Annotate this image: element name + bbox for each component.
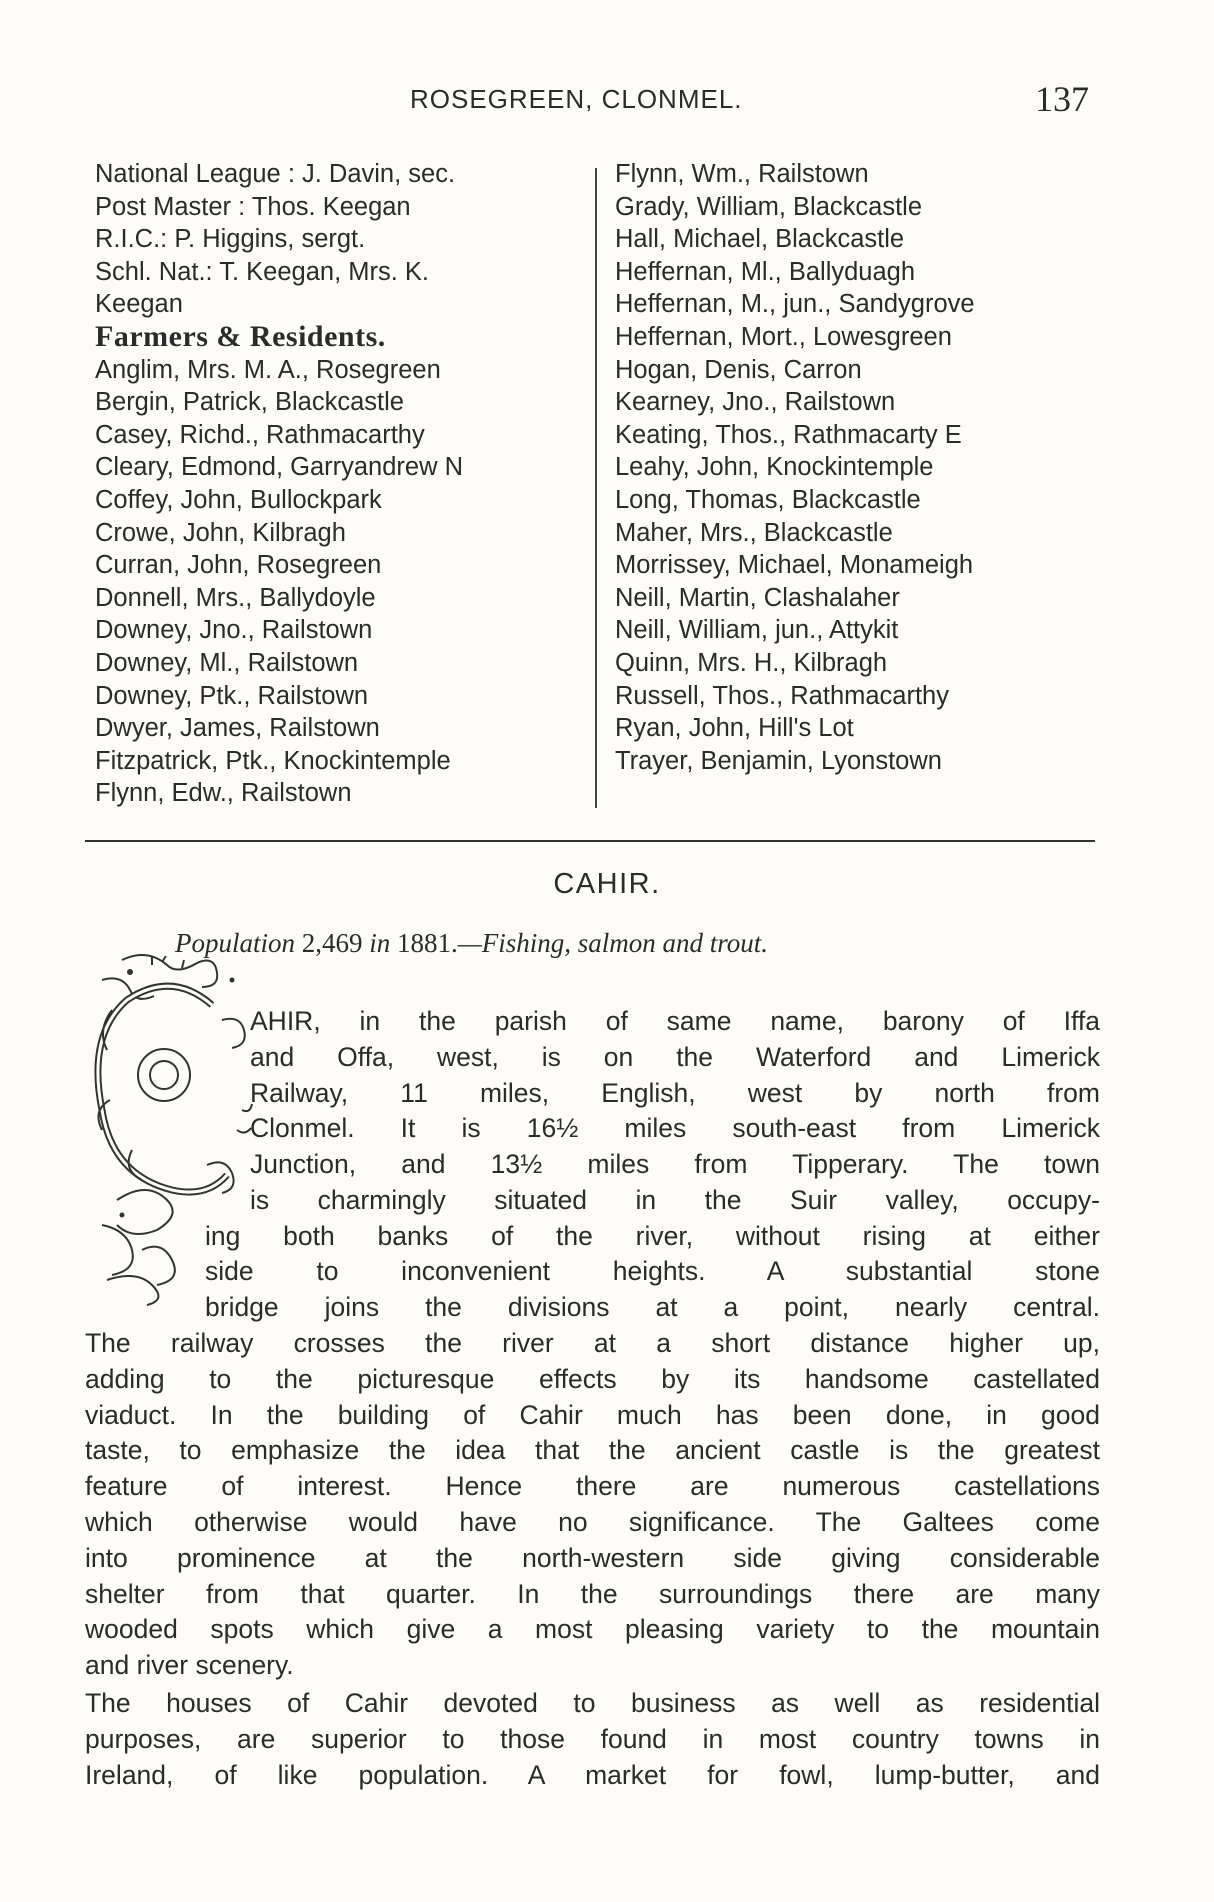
resident-entry: Trayer, Benjamin, Lyonstown bbox=[615, 746, 942, 775]
population-value: 2,469 bbox=[301, 928, 363, 958]
resident-entry: Donnell, Mrs., Ballydoyle bbox=[95, 583, 376, 612]
section-title: CAHIR. bbox=[553, 868, 661, 900]
resident-entry: Quinn, Mrs. H., Kilbragh bbox=[615, 648, 888, 677]
population-in: in bbox=[369, 928, 391, 958]
text-line: AHIR, in the parish of same name, barony of Iffa bbox=[250, 1006, 1100, 1036]
text-line: side to inconvenient heights. A substantial stone bbox=[205, 1256, 1100, 1287]
resident-entry: Curran, John, Rosegreen bbox=[95, 551, 382, 580]
page-number: 137 bbox=[1035, 79, 1089, 119]
text-line: ing both banks of the river, without rising at either bbox=[205, 1220, 1100, 1251]
resident-entry: Hogan, Denis, Carron bbox=[615, 355, 862, 384]
official-entry: R.I.C.: P. Higgins, sergt. bbox=[95, 225, 366, 254]
resident-entry: Downey, Ml., Railstown bbox=[95, 648, 359, 677]
text-line: shelter from that quarter. In the surroundings there are many bbox=[85, 1578, 1100, 1609]
resident-entry: Morrissey, Michael, Monameigh bbox=[615, 551, 974, 580]
resident-entry: Bergin, Patrick, Blackcastle bbox=[95, 388, 404, 417]
cahir-paragraph-1-middle bbox=[205, 1147, 1100, 1326]
text-line: Clonmel. It is 16½ miles south-east from Limerick bbox=[250, 1113, 1100, 1144]
text-line: Ireland, of like population. A market for fowl, lump-butter, and bbox=[85, 1759, 1100, 1790]
cahir-paragraph-1-bottom bbox=[85, 1326, 1100, 1684]
resident-entry: Heffernan, M., jun., Sandygrove bbox=[615, 290, 975, 319]
population-line bbox=[175, 928, 768, 959]
resident-entry: Hall, Michael, Blackcastle bbox=[615, 225, 905, 254]
resident-entry: Anglim, Mrs. M. A., Rosegreen bbox=[95, 355, 441, 384]
resident-entry: Ryan, John, Hill's Lot bbox=[615, 714, 854, 743]
population-rest: —Fishing, salmon and trout. bbox=[457, 928, 769, 958]
resident-entry: Neill, William, jun., Attykit bbox=[615, 616, 899, 645]
text-line: Junction, and 13½ miles from Tipperary. The town bbox=[250, 1149, 1100, 1179]
resident-entry: Flynn, Wm., Railstown bbox=[615, 160, 869, 188]
text-line: bridge joins the divisions at a point, nearly central. bbox=[205, 1292, 1100, 1323]
official-entry: National League : J. Davin, sec. bbox=[95, 160, 456, 188]
resident-entry: Coffey, John, Bullockpark bbox=[95, 485, 382, 514]
text-line: which otherwise would have no significance. The Galtees come bbox=[85, 1506, 1100, 1537]
column-divider bbox=[595, 168, 597, 808]
text-line: The railway crosses the river at a short distance higher up, bbox=[85, 1328, 1100, 1358]
resident-entry: Leahy, John, Knockintemple bbox=[615, 453, 934, 482]
text-line: into prominence at the north-western side giving considerable bbox=[85, 1542, 1100, 1573]
text-line: adding to the picturesque effects by its handsome castellated bbox=[85, 1363, 1100, 1394]
left-column bbox=[95, 158, 590, 810]
resident-entry: Downey, Ptk., Railstown bbox=[95, 681, 369, 710]
population-year: 1881. bbox=[397, 928, 458, 958]
cahir-paragraph-2 bbox=[85, 1686, 1100, 1793]
resident-entry: Grady, William, Blackcastle bbox=[615, 192, 923, 221]
resident-entry: Heffernan, Ml., Ballyduagh bbox=[615, 257, 916, 286]
text-line: and river scenery. bbox=[85, 1650, 294, 1681]
official-entry-continued: Keegan bbox=[95, 290, 183, 319]
text-line: taste, to emphasize the idea that the ancient castle is the greatest bbox=[85, 1435, 1100, 1466]
resident-entry: Dwyer, James, Railstown bbox=[95, 714, 380, 743]
resident-entry: Heffernan, Mort., Lowesgreen bbox=[615, 322, 952, 351]
text-line: Railway, 11 miles, English, west by north from bbox=[250, 1077, 1100, 1108]
running-title: ROSEGREEN, CLONMEL. bbox=[410, 84, 743, 114]
resident-entry: Flynn, Edw., Railstown bbox=[95, 779, 352, 808]
right-column bbox=[615, 158, 1085, 777]
text-line: purposes, are superior to those found in most country towns in bbox=[85, 1723, 1100, 1754]
population-label: Population bbox=[175, 928, 295, 958]
resident-entry: Russell, Thos., Rathmacarthy bbox=[615, 681, 949, 710]
resident-entry: Kearney, Jno., Railstown bbox=[615, 388, 896, 417]
text-line: feature of interest. Hence there are numerous castellations bbox=[85, 1471, 1100, 1502]
section-heading: Farmers & Residents. bbox=[95, 319, 386, 353]
resident-entry: Maher, Mrs., Blackcastle bbox=[615, 518, 893, 547]
official-entry: Post Master : Thos. Keegan bbox=[95, 192, 411, 221]
text-line: and Offa, west, is on the Waterford and Limerick bbox=[250, 1041, 1100, 1072]
resident-entry: Casey, Richd., Rathmacarthy bbox=[95, 420, 425, 449]
text-line: wooded spots which give a most pleasing variety to the mountain bbox=[85, 1614, 1100, 1645]
text-line: The houses of Cahir devoted to business as well as residential bbox=[85, 1688, 1100, 1718]
resident-entry: Neill, Martin, Clashalaher bbox=[615, 583, 900, 612]
resident-entry: Crowe, John, Kilbragh bbox=[95, 518, 346, 547]
resident-entry: Keating, Thos., Rathmacarty E bbox=[615, 420, 962, 449]
section-rule bbox=[85, 840, 1095, 842]
resident-entry: Downey, Jno., Railstown bbox=[95, 616, 373, 645]
cahir-paragraph-1-top bbox=[250, 1004, 1100, 1147]
text-line: is charmingly situated in the Suir valley, occupy- bbox=[250, 1184, 1100, 1215]
text-line: viaduct. In the building of Cahir much has been done, in good bbox=[85, 1399, 1100, 1430]
page-header bbox=[0, 78, 1214, 118]
resident-entry: Cleary, Edmond, Garryandrew N bbox=[95, 453, 463, 482]
resident-entry: Long, Thomas, Blackcastle bbox=[615, 485, 921, 514]
resident-entry: Fitzpatrick, Ptk., Knockintemple bbox=[95, 746, 451, 775]
official-entry: Schl. Nat.: T. Keegan, Mrs. K. bbox=[95, 257, 430, 286]
